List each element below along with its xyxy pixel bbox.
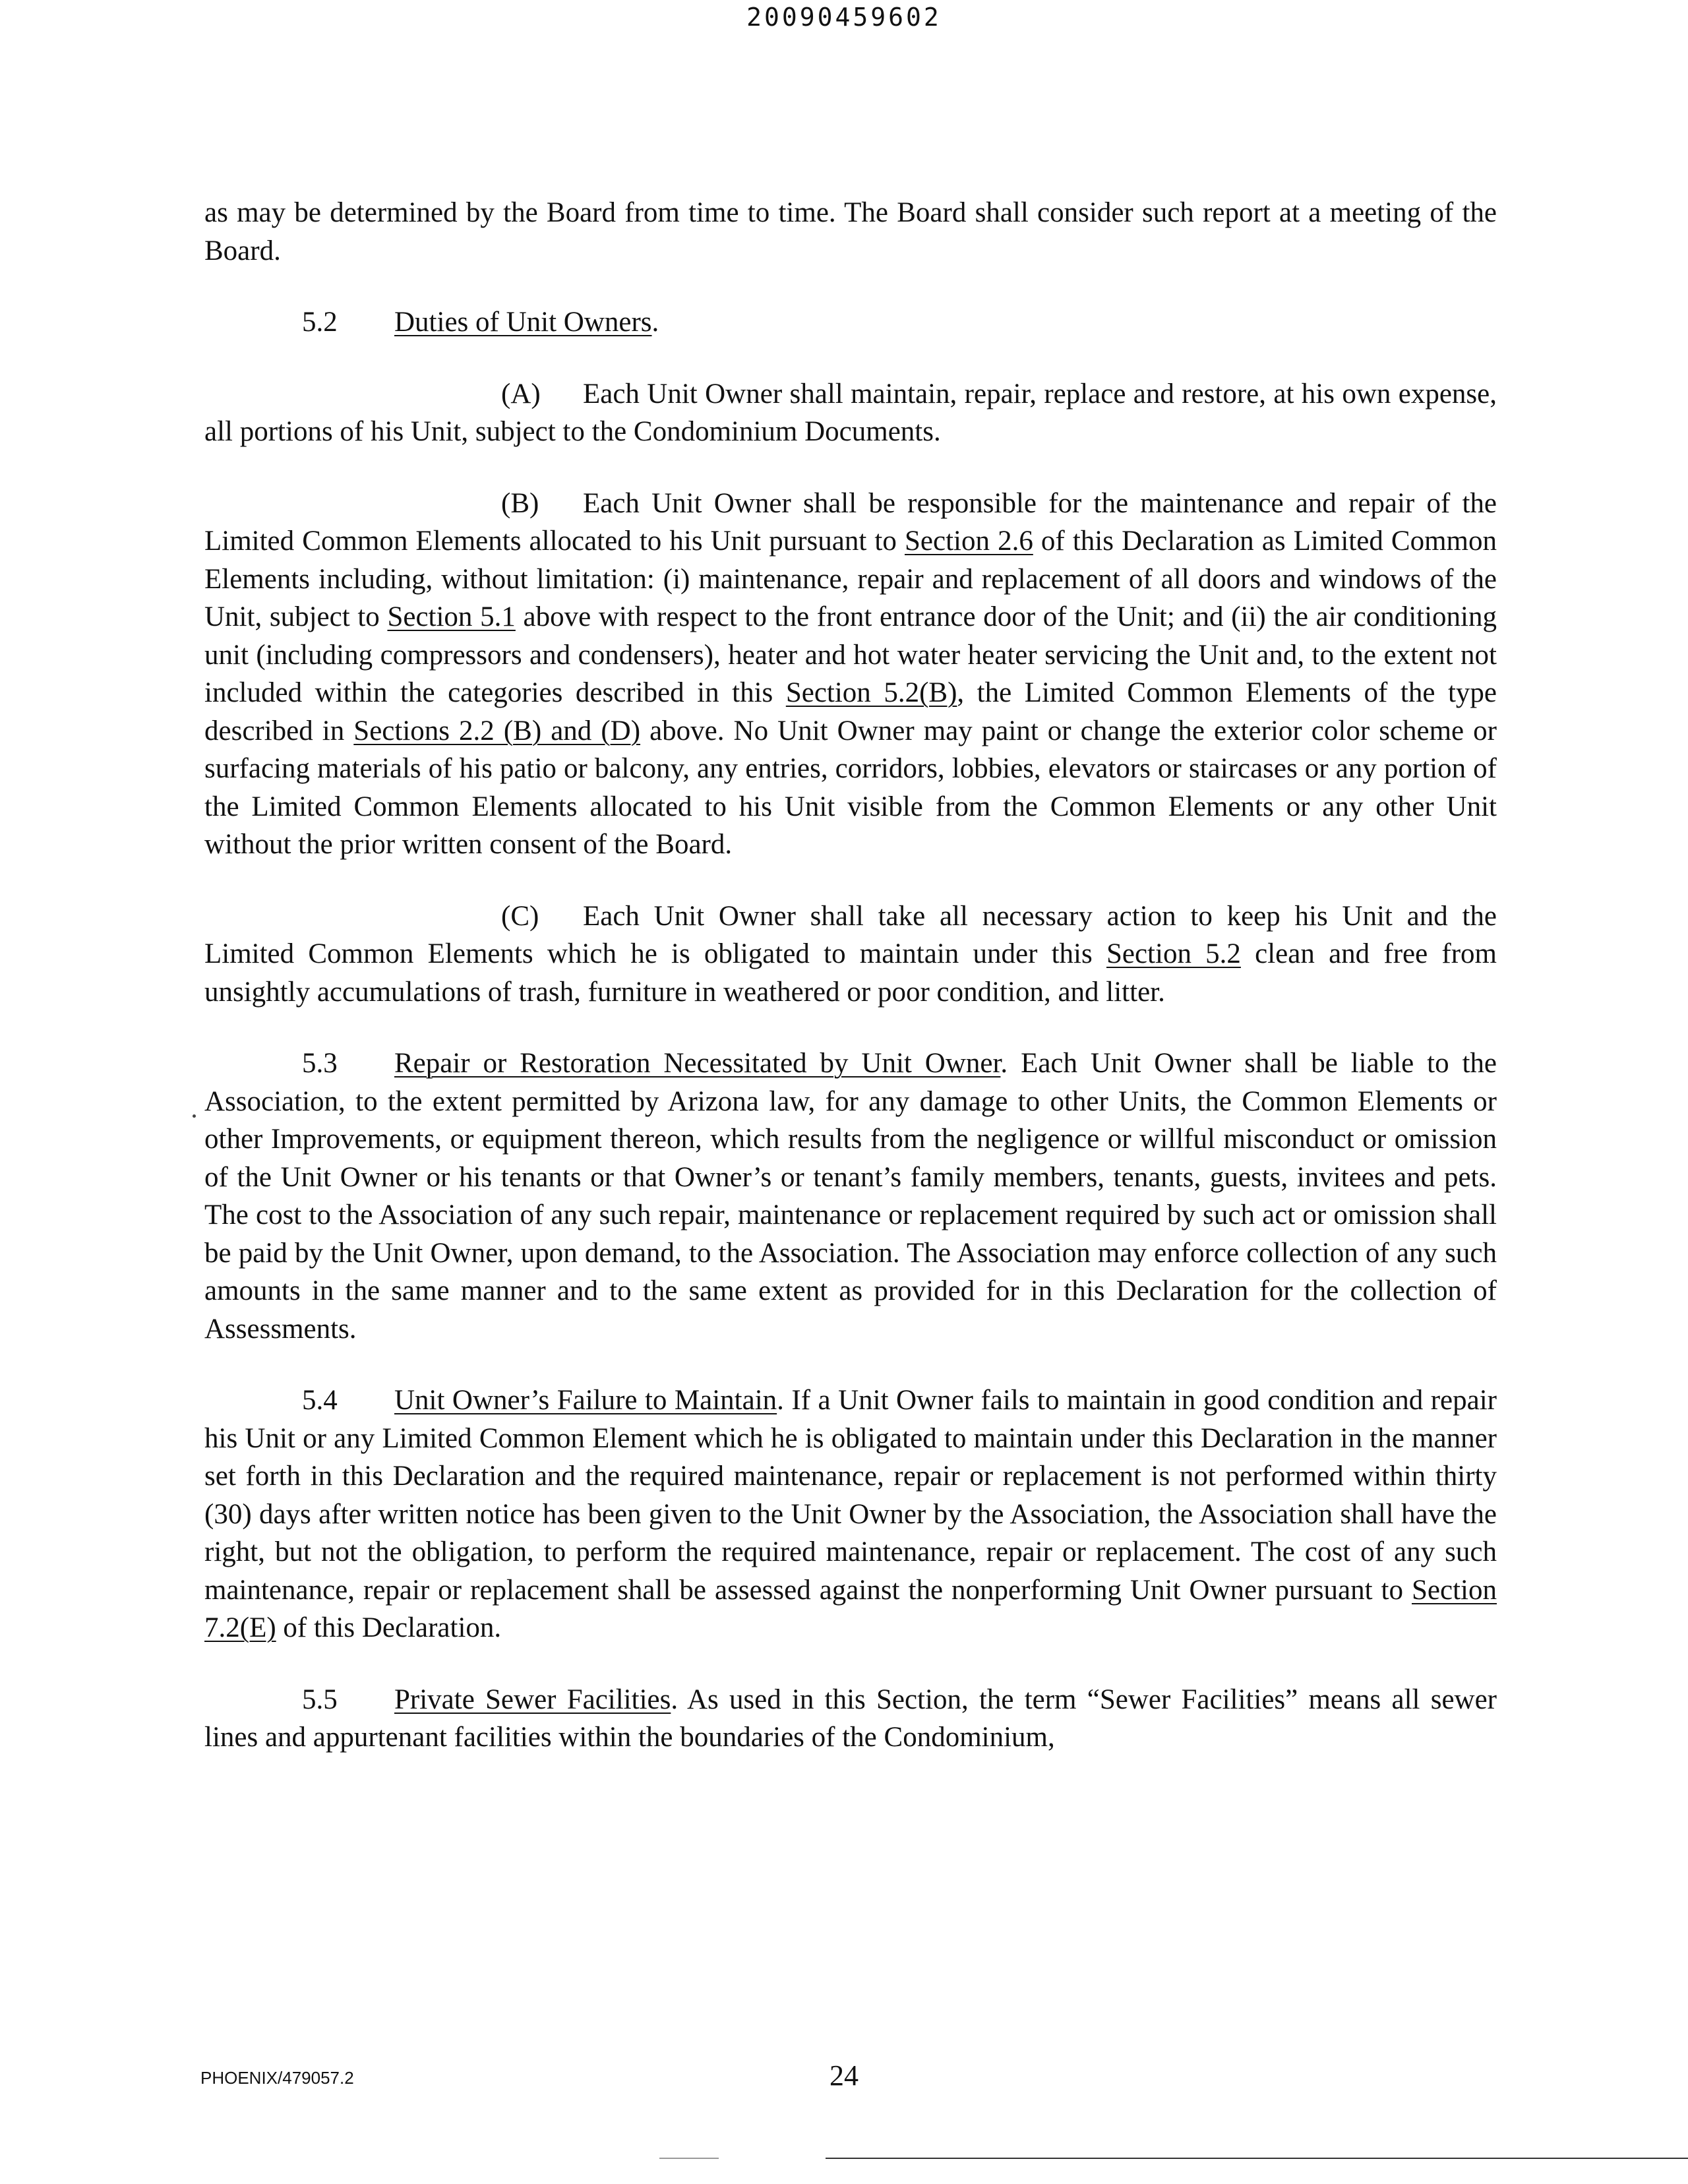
section-title: Duties of Unit Owners: [394, 307, 652, 338]
section-title: Private Sewer Facilities: [394, 1684, 671, 1715]
section-number: 5.3: [302, 1048, 338, 1079]
subsection-text: Each Unit Owner shall maintain, repair, replace and restore, at his own expense, all portions of his Unit, subject to the Condominium Documents.: [204, 378, 1497, 447]
subsection-text: of this Declaration as Limited Common Elements including, without limitation: (i) maintenance, repair and replacement of all doors and windows of the Unit, subject to: [204, 526, 1497, 632]
section-reference: Section 5.2(B): [785, 677, 957, 708]
subsection-text: clean and free from unsightly accumulations of trash, furniture in weathered or poor condition, and litter.: [204, 938, 1497, 1008]
document-number: 20090459602: [746, 3, 942, 32]
footer-rule: [826, 2158, 1688, 2159]
subsection-label: (A): [501, 378, 541, 410]
section-5-2-heading: [204, 303, 1497, 342]
section-5-4: [204, 1381, 1497, 1647]
subsection-label: (B): [501, 487, 539, 519]
section-title: Unit Owner’s Failure to Maintain: [394, 1385, 777, 1416]
subsection-b: [204, 485, 1497, 864]
section-number: 5.2: [302, 307, 338, 338]
subsection-text: Each Unit Owner shall be responsible for the maintenance and repair of the Limited Common Elements allocated to his Unit pursuant to: [204, 487, 1497, 557]
document-body: [204, 194, 1497, 1790]
subsection-text: Each Unit Owner shall take all necessary action to keep his Unit and the Limited Common Elements which he is obligated to maintain under this: [204, 900, 1497, 969]
scan-speck: [193, 1114, 196, 1118]
subsection-c: [204, 897, 1497, 1012]
subsection-text: above with respect to the front entrance door of the Unit; and (ii) the air conditioning unit (including compressors and condensers), heater and hot water heater servicing the Unit and, to the extent not included within the categories described in this: [204, 601, 1497, 708]
section-number: 5.5: [302, 1684, 338, 1715]
section-5-3: [204, 1045, 1497, 1348]
subsection-text: , the Limited Common Elements of the type described in: [204, 677, 1497, 746]
section-reference: Section 7.2(E): [204, 1574, 1497, 1643]
continuation-paragraph: as may be determined by the Board from time to time. The Board shall consider such report at a meeting of the Board.: [204, 197, 1497, 266]
section-title-end: .: [651, 307, 659, 338]
subsection-label: (C): [501, 900, 539, 932]
page-number: 24: [829, 2059, 859, 2092]
section-reference: Sections 2.2 (B) and (D): [353, 715, 641, 746]
section-5-5: [204, 1681, 1497, 1757]
subsection-text: above. No Unit Owner may paint or change the exterior color scheme or surfacing materials of his patio or balcony, any entries, corridors, lobbies, elevators or staircases or any portion of the Limited Common Elements allocated to his Unit visible from the Common Elements or any other Unit without the prior written consent of the Board.: [204, 715, 1497, 860]
section-title: Repair or Restoration Necessitated by Unit Owner: [394, 1048, 1001, 1079]
footer-doc-id: PHOENIX/479057.2: [200, 2068, 354, 2088]
section-number: 5.4: [302, 1385, 338, 1416]
section-text: . As used in this Section, the term “Sewer Facilities” means all sewer lines and appurtenant facilities within the boundaries of the Condominium,: [204, 1684, 1497, 1753]
subsection-a: [204, 375, 1497, 451]
section-reference: Section 5.1: [387, 601, 516, 632]
section-reference: Section 5.2: [1106, 938, 1241, 969]
section-text: . If a Unit Owner fails to maintain in good condition and repair his Unit or any Limited Common Element which he is obligated to maintain under this Declaration in the manner set forth in this Declaration and the required maintenance, repair or replacement is not performed within thirty (30) days after written notice has been given to the Unit Owner by the Association, the Association shall have the right, but not the obligation, to perform the required maintenance, repair or replacement. The cost of any such maintenance, repair or replacement shall be assessed against the nonperforming Unit Owner pursuant to: [204, 1385, 1497, 1606]
section-text: . Each Unit Owner shall be liable to the Association, to the extent permitted by Arizona law, for any damage to other Units, the Common Elements or other Improvements, or equipment thereon, which results from the negligence or willful misconduct or omission of the Unit Owner or his tenants or that Owner’s or tenant’s family members, tenants, guests, invitees and pets. The cost to the Association of any such repair, maintenance or replacement required by such act or omission shall be paid by the Unit Owner, upon demand, to the Association. The Association may enforce collection of any such amounts in the same manner and to the same extent as provided for in this Declaration for the collection of Assessments.: [204, 1048, 1497, 1345]
section-text: of this Declaration.: [276, 1612, 502, 1643]
footer-rule-short: [659, 2158, 719, 2159]
section-reference: Section 2.6: [904, 526, 1033, 557]
